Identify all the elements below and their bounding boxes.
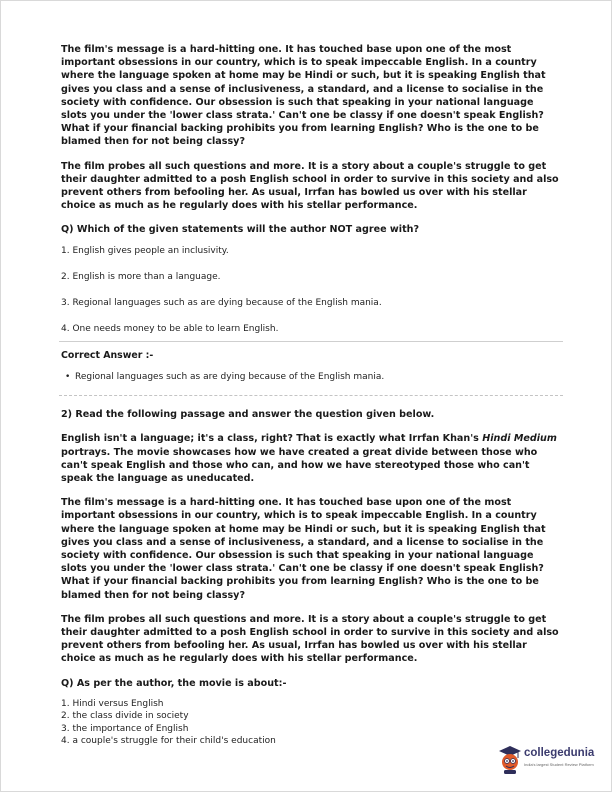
option-item: 2. the class divide in society bbox=[61, 711, 189, 722]
logo-tagline: India's largest Student Review Platform bbox=[524, 762, 594, 767]
passage-paragraph: The film's message is a hard-hitting one. It has touched base upon one of the most important obsessions in our country, which is to speak impeccable English. In a country where the language spoken at home may be Hindi or such, but it is speaking English that gives you class and a sense of inclusiveness, a standard, and a license to socialise in the society with confidence. Our obsession is such that speaking in your national language slots you under the 'lower class strata.' Can't one be classy if one doesn't speak English? What if your financial backing prohibits you from learning English? Who is the one to be blamed then for not being classy? bbox=[61, 44, 546, 148]
question-heading: 2) Read the following passage and answer the question given below. bbox=[61, 409, 435, 421]
mascot-icon bbox=[498, 745, 522, 775]
question-separator bbox=[59, 395, 563, 396]
collegedunia-logo bbox=[498, 745, 608, 785]
passage-intro bbox=[61, 432, 561, 485]
option-item: 1. Hindi versus English bbox=[61, 698, 164, 709]
answer-heading: Correct Answer :- bbox=[61, 350, 154, 362]
movie-title: Hindi Medium bbox=[482, 433, 557, 445]
intro-text: portrays. The movie showcases how we have created a great divide between those who can't speak English and those who can, and how we have stereotyped those who can't speak the language as uneducated. bbox=[61, 446, 538, 485]
option-item: 4. a couple's struggle for their child's education bbox=[61, 736, 276, 747]
logo-name: collegedunia bbox=[524, 747, 595, 759]
option-item: 4. One needs money to be able to learn English. bbox=[61, 324, 279, 335]
option-item: 1. English gives people an inclusivity. bbox=[61, 246, 229, 257]
question-text: Q) As per the author, the movie is about:- bbox=[61, 677, 287, 689]
bullet-icon: • bbox=[65, 372, 71, 383]
option-item: 2. English is more than a language. bbox=[61, 272, 221, 283]
answer-text: Regional languages such as are dying because of the English mania. bbox=[75, 372, 385, 383]
intro-text: English isn't a language; it's a class, right? That is exactly what Irrfan Khan's bbox=[61, 433, 483, 445]
divider bbox=[59, 341, 563, 342]
page-content bbox=[61, 43, 561, 748]
answer-item bbox=[65, 371, 561, 383]
passage-paragraph: The film's message is a hard-hitting one. It has touched base upon one of the most important obsessions in our country, which is to speak impeccable English. In a country where the language spoken at home may be Hindi or such, but it is speaking English that gives you class and a sense of inclusiveness, a standard, and a license to socialise in the society with confidence. Our obsession is such that speaking in your national language slots you under the 'lower class strata.' Can't one be classy if one doesn't speak English? What if your financial backing prohibits you from learning English? Who is the one to be blamed then for not being classy? bbox=[61, 497, 546, 601]
question-text: Q) Which of the given statements will the author NOT agree with? bbox=[61, 224, 420, 236]
passage-paragraph: The film probes all such questions and more. It is a story about a couple's struggle to get their daughter admitted to a posh English school in order to survive in this society and also prevent others from befooling her. As usual, Irrfan has bowled us over with his stellar choice as much as he regularly does with his stellar performance. bbox=[61, 613, 559, 665]
option-item: 3. Regional languages such as are dying because of the English mania. bbox=[61, 298, 382, 309]
passage-paragraph: The film probes all such questions and more. It is a story about a couple's struggle to get their daughter admitted to a posh English school in order to survive in this society and also prevent others from befooling her. As usual, Irrfan has bowled us over with his stellar choice as much as he regularly does with his stellar performance. bbox=[61, 160, 559, 212]
option-item: 3. the importance of English bbox=[61, 723, 189, 734]
